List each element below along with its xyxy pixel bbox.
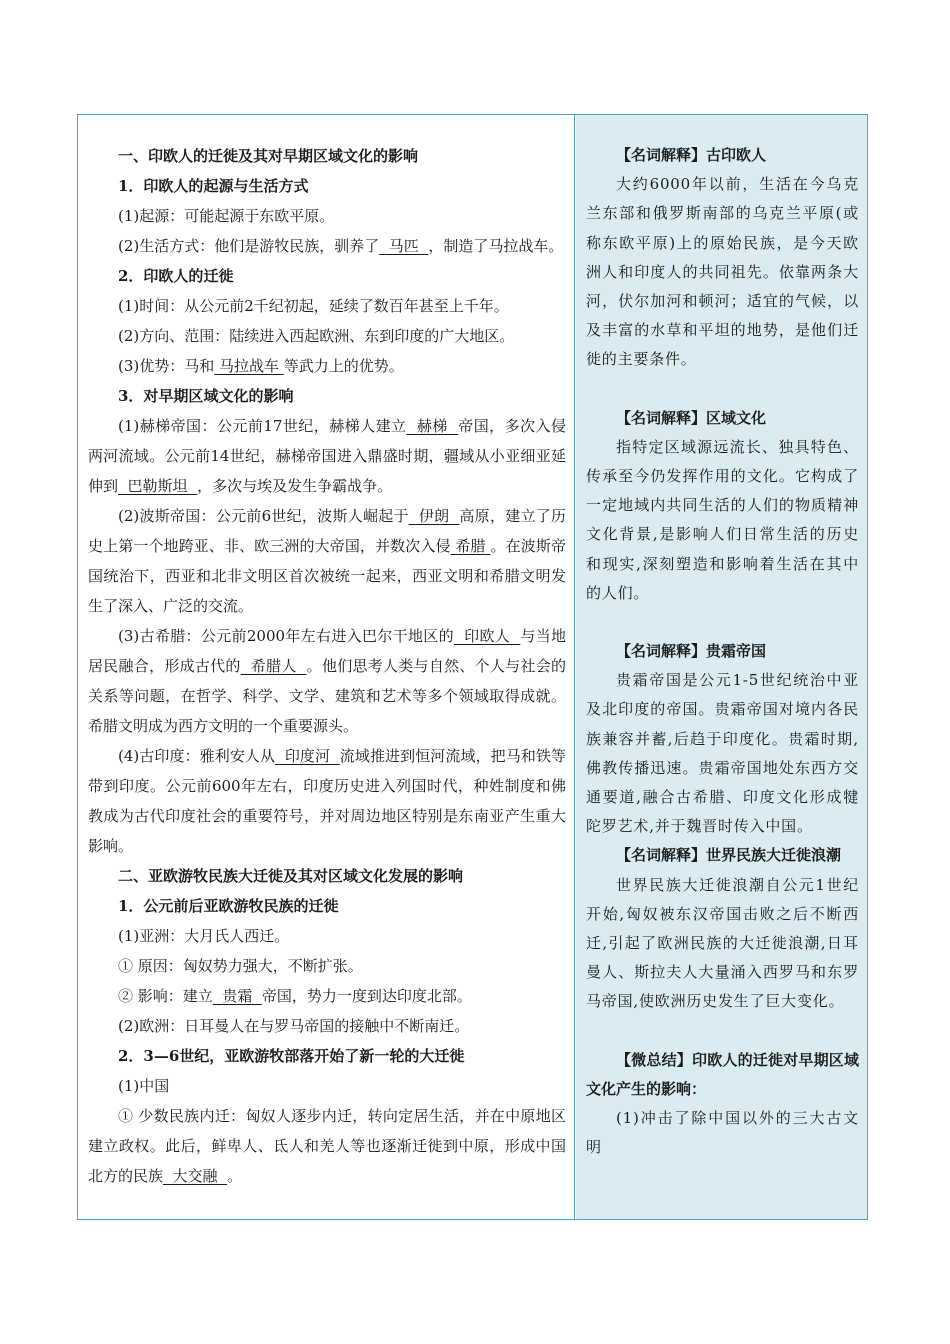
note-title-kushan: 【名词解释】贵霜帝国 bbox=[616, 642, 767, 661]
paragraph-china: (1)中国 bbox=[118, 1077, 170, 1095]
heading-nomad-migration: 1．公元前后亚欧游牧民族的迁徙 bbox=[118, 897, 339, 915]
answer-blank: 希腊人 bbox=[240, 657, 307, 675]
summary-text: (1)冲击了除中国以外的三大古文明 bbox=[586, 1109, 859, 1157]
section-2-title: 二、亚欧游牧民族大迁徙及其对区域文化发展的影响 bbox=[118, 867, 464, 885]
answer-blank: 印欧人 bbox=[453, 627, 521, 645]
answer-blank: 马匹 bbox=[379, 237, 429, 255]
paragraph-asia: (1)亚洲：大月氏人西迁。 bbox=[118, 927, 290, 945]
heading-new-migration: 2．3—6世纪，亚欧游牧部落开始了新一轮的大迁徙 bbox=[118, 1047, 465, 1065]
paragraph-effect: ② 影响：建立 贵霜 帝国，势力一度到达印度北部。 bbox=[118, 987, 472, 1005]
main-content-column bbox=[78, 115, 575, 1219]
paragraph-cause: ① 原因：匈奴势力强大，不断扩张。 bbox=[118, 957, 363, 975]
note-text-regional-culture: 指特定区域源远流长、独具特色、传承至今仍发挥作用的文化。它构成了一定地域内共同生活的人们的物质精神文化背景,是影响人们日常生活的历史和现实,深刻塑造和影响着生活在其中的人们。 bbox=[586, 437, 859, 602]
answer-blank: 贵霜 bbox=[212, 987, 262, 1005]
summary-title: 【微总结】印欧人的迁徙对早期区域文化产生的影响： bbox=[586, 1050, 859, 1098]
answer-blank: 赫梯 bbox=[406, 417, 459, 435]
section-1-title: 一、印欧人的迁徙及其对早期区域文化的影响 bbox=[118, 147, 419, 165]
note-text-indo-europeans: 大约6000年以前，生活在今乌克兰东部和俄罗斯南部的乌克兰平原(或称东欧平原)上的原始民族，是今天欧洲人和印度人的共同祖先。依靠两条大河，伏尔加河和顿河；适宜的气候，以及丰富的水草和平坦的地势，是他们迁徙的主要条件。 bbox=[586, 175, 859, 369]
note-text-kushan: 贵霜帝国是公元1-5世纪统治中亚及北印度的帝国。贵霜帝国对境内各民族兼容并蓄,后趋于印度化。贵霜时期,佛教传播迅速。贵霜帝国地处东西方交通要道,融合古希腊、印度文化形成犍陀罗艺术,并于魏晋时传入中国。 bbox=[586, 671, 859, 836]
document-table bbox=[77, 114, 868, 1220]
paragraph-lifestyle: (2)生活方式：他们是游牧民族，驯养了 马匹 ，制造了马拉战车。 bbox=[118, 237, 564, 255]
note-title-great-migration: 【名词解释】世界民族大迁徙浪潮 bbox=[616, 846, 842, 865]
paragraph-advantage: (3)优势：马和 马拉战车 等武力上的优势。 bbox=[118, 357, 404, 375]
paragraph-india: (4)古印度：雅利安人从 印度河 流域推进到恒河流域，把马和铁等带到印度。公元前600年左右，印度历史进入列国时代，种姓制度和佛教成为古代印度社会的重要符号，并对周边地区特别是东南亚产生重大影响。 bbox=[88, 747, 566, 855]
paragraph-time: (1)时间：从公元前2千纪初起，延续了数百年甚至上千年。 bbox=[118, 297, 509, 315]
note-text-great-migration: 世界民族大迁徙浪潮自公元1世纪开始,匈奴被东汉帝国击败之后不断西迁,引起了欧洲民族的大迁徙浪潮,日耳曼人、斯拉夫人大量涌入西罗马和东罗马帝国,使欧洲历史发生了巨大变化。 bbox=[586, 875, 859, 1011]
answer-blank: 大交融 bbox=[163, 1167, 228, 1185]
note-title-indo-europeans: 【名词解释】古印欧人 bbox=[616, 146, 767, 164]
answer-blank: 巴勒斯坦 bbox=[118, 477, 198, 495]
sidebar-notes-column bbox=[576, 115, 867, 1219]
paragraph-persia: (2)波斯帝国：公元前6世纪，波斯人崛起于 伊朗 高原，建立了历史上第一个地跨亚、非、欧三洲的大帝国，并数次入侵 希腊 。在波斯帝国统治下，西亚和北非文明区首次被统一起来，西亚文明和希腊文明发生了深入、广泛的交流。 bbox=[88, 507, 566, 615]
heading-influence: 3．对早期区域文化的影响 bbox=[118, 387, 294, 405]
note-title-regional-culture: 【名词解释】区域文化 bbox=[616, 408, 767, 427]
paragraph-origin: (1)起源：可能起源于东欧平原。 bbox=[118, 207, 335, 225]
paragraph-europe: (2)欧洲：日耳曼人在与罗马帝国的接触中不断南迁。 bbox=[118, 1017, 470, 1035]
paragraph-direction: (2)方向、范围：陆续进入西起欧洲、东到印度的广大地区。 bbox=[118, 327, 515, 345]
answer-blank: 马拉战车 bbox=[214, 357, 284, 375]
paragraph-greece: (3)古希腊：公元前2000年左右进入巴尔干地区的 印欧人 与当地居民融合，形成古代的 希腊人 。他们思考人类与自然、个人与社会的关系等问题，在哲学、科学、文学、建筑和艺术等多个领域取得成就。希腊文明成为西方文明的一个重要源头。 bbox=[88, 627, 566, 735]
answer-blank: 希腊 bbox=[450, 537, 491, 555]
answer-blank: 伊朗 bbox=[408, 507, 460, 525]
answer-blank: 印度河 bbox=[275, 747, 340, 765]
heading-origin: 1．印欧人的起源与生活方式 bbox=[118, 177, 309, 195]
paragraph-inner-migration: ① 少数民族内迁：匈奴人逐步内迁，转向定居生活，并在中原地区建立政权。此后，鲜卑人、氐人和羌人等也逐渐迁徙到中原，形成中国北方的民族 大交融 。 bbox=[88, 1107, 566, 1185]
heading-migration: 2．印欧人的迁徙 bbox=[118, 267, 234, 285]
paragraph-hittite: (1)赫梯帝国：公元前17世纪，赫梯人建立 赫梯 帝国，多次入侵两河流域。公元前14世纪，赫梯帝国进入鼎盛时期，疆域从小亚细亚延伸到 巴勒斯坦 ，多次与埃及发生争霸战争。 bbox=[88, 417, 566, 495]
